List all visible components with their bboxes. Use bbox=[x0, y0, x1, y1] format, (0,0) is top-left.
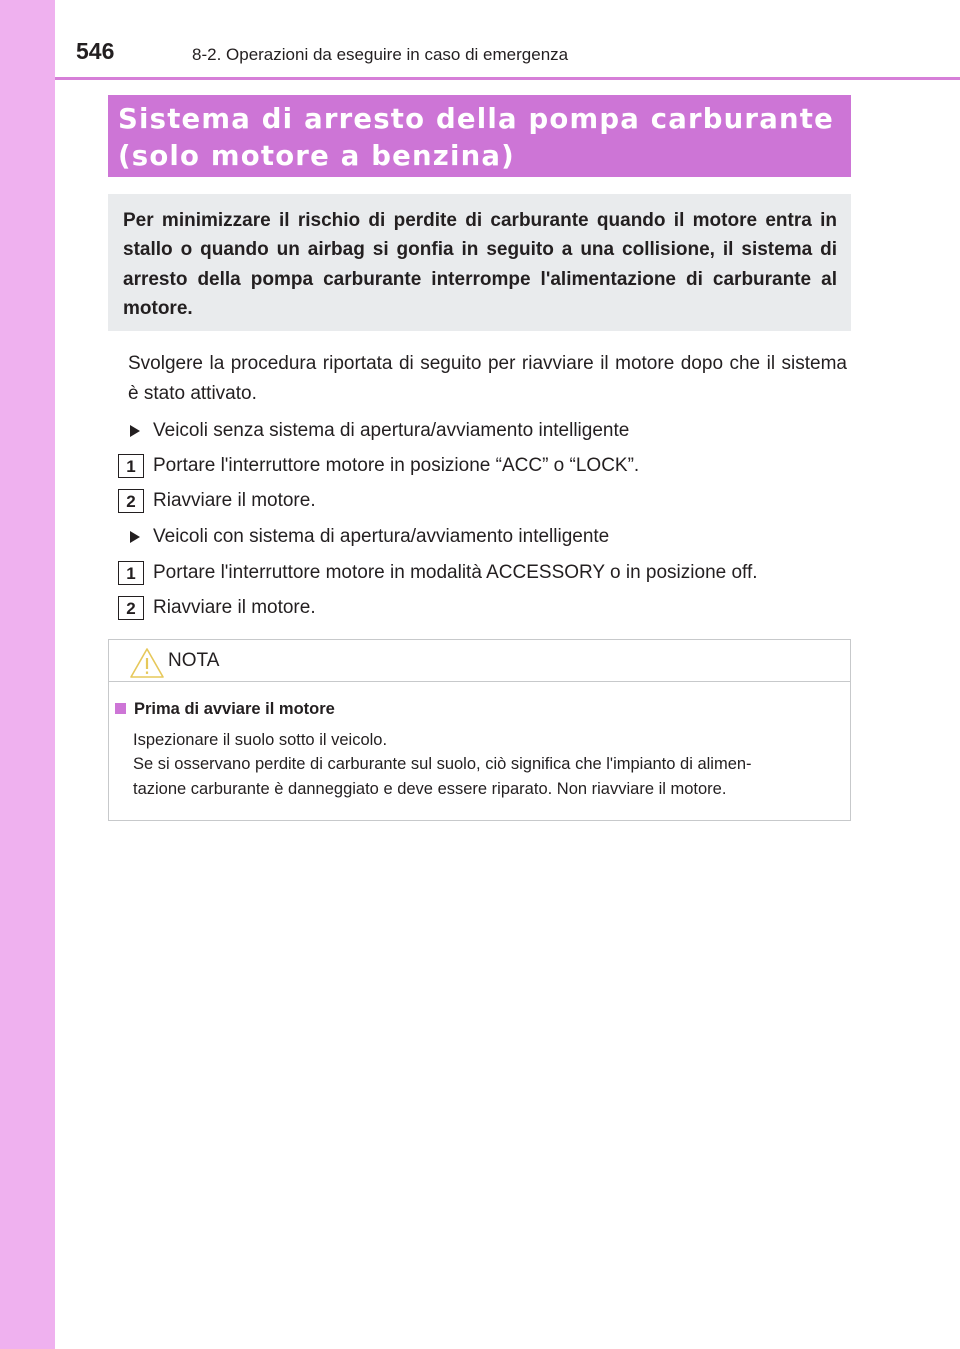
step-number-badge: 1 bbox=[118, 454, 144, 478]
note-divider bbox=[109, 681, 850, 682]
section-header: 8-2. Operazioni da eseguire in caso di emergenza bbox=[192, 45, 569, 64]
note-title: NOTA bbox=[168, 650, 220, 671]
step-number-badge: 2 bbox=[118, 596, 144, 620]
step-text: Riavviare il motore. bbox=[153, 490, 316, 511]
intro-text: Per minimizzare il rischio di perdite di carburante quando il motore entra in stallo o quando un airbag si gonfia in seguito a una collisione, il sistema di arresto della pompa carburante interrompe l'alimentazione di carburante al motore. bbox=[123, 210, 837, 319]
header-divider bbox=[55, 77, 960, 80]
page-title bbox=[118, 101, 848, 175]
step-text: Portare l'interruttore motore in posizione “ACC” o “LOCK”. bbox=[153, 455, 640, 476]
triangle-bullet-icon bbox=[130, 425, 140, 437]
page-number: 546 bbox=[76, 38, 115, 64]
step-number-badge: 1 bbox=[118, 561, 144, 585]
intro-box bbox=[108, 194, 851, 331]
square-bullet-icon bbox=[115, 703, 126, 714]
note-subheading-text: Prima di avviare il motore bbox=[134, 700, 335, 718]
step-text: Portare l'interruttore motore in modalità ACCESSORY o in posizione off. bbox=[153, 562, 758, 583]
warning-triangle-icon bbox=[129, 647, 165, 679]
title-banner bbox=[108, 95, 851, 177]
group-heading-text: Veicoli con sistema di apertura/avviamento intelligente bbox=[153, 526, 610, 547]
triangle-bullet-icon bbox=[130, 531, 140, 543]
step-number-badge: 2 bbox=[118, 489, 144, 513]
note-body bbox=[133, 728, 843, 801]
note-subheading bbox=[115, 700, 335, 719]
note-line: Se si osservano perdite di carburante sul suolo, ciò significa che l'impianto di alimen- bbox=[133, 755, 752, 774]
side-color-strip bbox=[0, 0, 55, 1349]
note-box bbox=[108, 639, 851, 821]
body-paragraph: Svolgere la procedura riportata di seguito per riavviare il motore dopo che il sistema è stato attivato. bbox=[128, 353, 847, 404]
page-title-line-1: Sistema di arresto della pompa carburante bbox=[118, 103, 834, 135]
note-line: Ispezionare il suolo sotto il veicolo. bbox=[133, 731, 388, 749]
group-heading-text: Veicoli senza sistema di apertura/avviamento intelligente bbox=[153, 420, 630, 441]
note-line: tazione carburante è danneggiato e deve essere riparato. Non riavviare il motore. bbox=[133, 779, 727, 798]
page-title-line-2: (solo motore a benzina) bbox=[118, 140, 515, 172]
step-text: Riavviare il motore. bbox=[153, 597, 316, 618]
